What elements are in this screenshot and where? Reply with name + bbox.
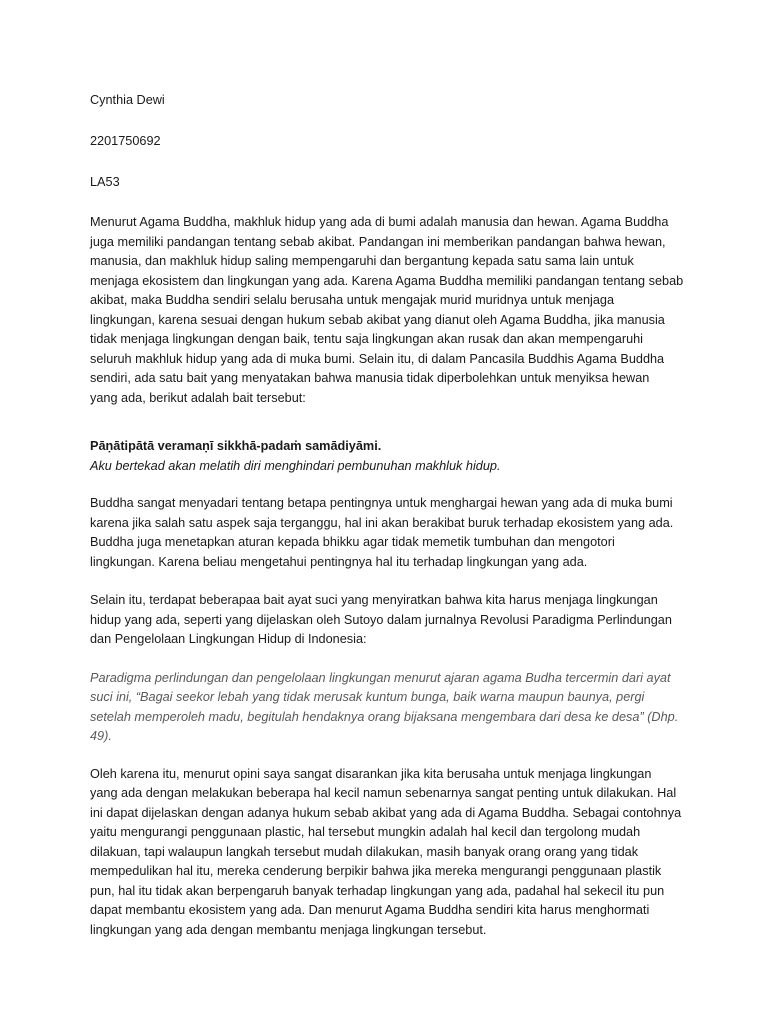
block-quote bbox=[90, 669, 690, 747]
paragraph-line: Buddha sangat menyadari tentang betapa pentingnya untuk menghargai hewan yang ada di muka bumi bbox=[90, 496, 673, 510]
paragraph-line: ini dapat dijelaskan dengan adanya hukum sebab akibat yang ada di Agama Buddha. Sebagai contohnya bbox=[90, 805, 682, 820]
paragraph-line: yang ada dengan melakukan beberapa hal kecil namun sebenarnya sangat penting untuk dilakukan. Hal bbox=[90, 786, 677, 800]
author-name: Cynthia Dewi bbox=[90, 93, 165, 107]
paragraph-line: Buddha juga menetapkan aturan kepada bhikku agar tidak memetik tumbuhan dan mengotori bbox=[90, 535, 615, 549]
paragraph-line: sendiri, ada satu bait yang menyatakan bahwa manusia tidak diperbolehkan untuk menyiksa hewan bbox=[90, 371, 650, 385]
pali-verse: Pāṇātipātā veramaṇī sikkhā-padaṁ samādiyāmi. bbox=[90, 439, 382, 453]
paragraph-line: mempedulikan hal itu, mereka cenderung berpikir bahwa jika mereka mengurangi penggunaan plastik bbox=[90, 864, 662, 878]
paragraph-line: dan Pengelolaan Lingkungan Hidup di Indonesia: bbox=[90, 632, 367, 646]
paragraph-line: manusia, dan makhluk hidup saling mempengaruhi dan bergantung kepada satu sama lain untuk bbox=[90, 254, 634, 268]
paragraph-line: dapat membantu ekosistem yang ada. Dan menurut Agama Buddha sendiri kita harus menghormati bbox=[90, 903, 650, 917]
paragraph-line: akibat, maka Buddha sendiri selalu berusaha untuk mengajak murid muridnya untuk menjaga bbox=[90, 293, 615, 307]
student-id: 2201750692 bbox=[90, 134, 161, 148]
paragraph-sutoyo bbox=[90, 591, 690, 650]
quote-line: Paradigma perlindungan dan pengelolaan lingkungan menurut ajaran agama Budha tercermin dari ayat bbox=[90, 670, 671, 685]
paragraph-line: yang ada, berikut adalah bait tersebut: bbox=[90, 390, 306, 405]
paragraph-intro bbox=[90, 213, 690, 408]
paragraph-line: hidup yang ada, seperti yang dijelaskan oleh Sutoyo dalam jurnalnya Revolusi Paradigma Perlindungan bbox=[90, 612, 672, 627]
paragraph-line: tidak menjaga lingkungan dengan baik, tentu saja lingkungan akan rusak dan akan mempengaruhi bbox=[90, 332, 643, 346]
paragraph-buddha bbox=[90, 494, 690, 572]
verse-translation: Aku bertekad akan melatih diri menghindari pembunuhan makhluk hidup. bbox=[90, 458, 501, 473]
paragraph-line: lingkungan, karena sesuai dengan hukum sebab akibat yang dianut oleh Agama Buddha, jika manusia bbox=[90, 312, 665, 327]
paragraph-line: dilakuan, tapi walaupun langkah tersebut mudah dilakukan, masih banyak orang orang yang tidak bbox=[90, 844, 639, 859]
paragraph-line: menjaga ekosistem dan lingkungan yang ada. Karena Agama Buddha memiliki pandangan tentang sebab bbox=[90, 273, 684, 288]
paragraph-line: lingkungan. Karena beliau mengetahui pentingnya hal itu terhadap lingkungan yang ada. bbox=[90, 554, 588, 569]
paragraph-line: lingkungan yang ada dengan membantu menjaga lingkungan tersebut. bbox=[90, 922, 487, 937]
paragraph-line: yaitu mengurangi penggunaan plastic, hal tersebut mungkin adalah hal kecil dan tergolong mudah bbox=[90, 825, 641, 839]
paragraph-line: Selain itu, terdapat beberapaa bait ayat suci yang menyiratkan bahwa kita harus menjaga lingkungan bbox=[90, 593, 658, 607]
paragraph-line: juga memiliki pandangan tentang sebab akibat. Pandangan ini memberikan pandangan bahwa hewan, bbox=[90, 234, 666, 249]
class-code: LA53 bbox=[90, 175, 120, 189]
document-page bbox=[90, 90, 690, 959]
paragraph-line: karena jika salah satu aspek saja terganggu, hal ini akan berakibat buruk terhadap ekosistem yang ada. bbox=[90, 515, 674, 530]
paragraph-line: Menurut Agama Buddha, makhluk hidup yang ada di bumi adalah manusia dan hewan. Agama Buddha bbox=[90, 215, 669, 229]
quote-line: suci ini, “Bagai seekor lebah yang tidak merusak kuntum bunga, baik warna maupun baunya, pergi bbox=[90, 690, 645, 704]
quote-line: 49). bbox=[90, 729, 112, 743]
paragraph-conclusion bbox=[90, 765, 690, 941]
paragraph-line: Oleh karena itu, menurut opini saya sangat disarankan jika kita berusaha untuk menjaga lingkungan bbox=[90, 766, 652, 781]
paragraph-line: seluruh makhluk hidup yang ada di muka bumi. Selain itu, di dalam Pancasila Buddhis Agama Buddha bbox=[90, 351, 665, 366]
verse-block bbox=[90, 437, 690, 476]
paragraph-line: pun, hal itu tidak akan berpengaruh banyak terhadap lingkungan yang ada, padahal hal sekecil itu pun bbox=[90, 883, 665, 898]
quote-line: setelah memperoleh madu, begitulah hendaknya orang bijaksana mengembara dari desa ke desa” (Dhp. bbox=[90, 709, 679, 724]
